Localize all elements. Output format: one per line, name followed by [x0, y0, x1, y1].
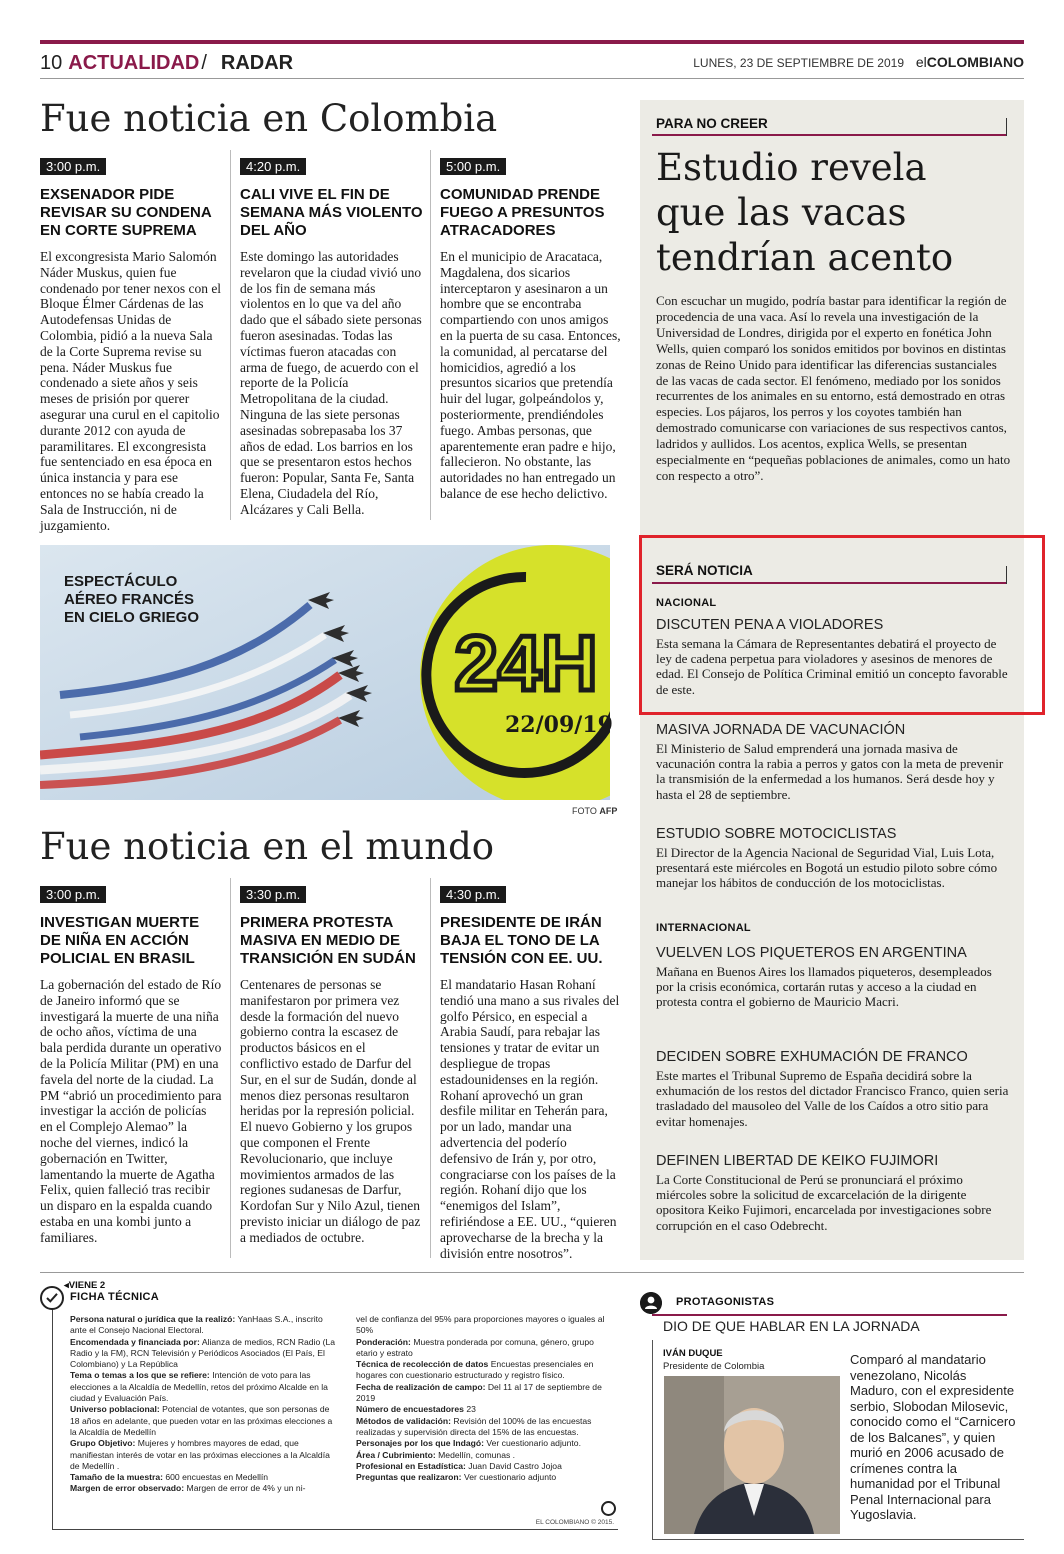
ficha-row — [356, 1359, 612, 1382]
sera-noticia-item — [656, 826, 1011, 891]
column-divider — [230, 150, 231, 520]
ficha-field-label: Tamaño de la muestra: — [70, 1472, 163, 1483]
ficha-row — [356, 1416, 612, 1439]
ficha-field-value: Potencial de votantes, que son personas de 18 años en adelante, que pueden votar en las próximas elecciones a la Alcaldía de Medellín — [70, 1404, 333, 1437]
ficha-field-label: Número de encuestadores — [356, 1404, 464, 1415]
issue-date: LUNES, 23 DE SEPTIEMBRE DE 2019 — [693, 56, 904, 70]
item-body: Mañana en Buenos Aires los llamados piqueteros, desempleados por la crisis económica, cortarán rutas y acceso a la ciudad en protesta contra el gobierno de Mauricio Macri. — [656, 964, 992, 1010]
article-body: Este domingo las autoridades revelaron que la ciudad vivió uno de los fin de semana más violentos en lo que va del año dado que el sábado siete personas fueron asesinadas. Todas las víctimas fueron atacadas con arma de fuego, de acuerdo con el reporte de la Policía Metropolitana de la ciudad. Ninguna de las siete personas asesinadas sobrepasaba los 37 años de edad. Los barrios en los que se presentaron estos hechos fueron: Popular, Santa Fe, Santa Elena, Ciudadela del Río, Alcázares y Cali Bella. — [240, 249, 422, 517]
credit-source: AFP — [599, 806, 618, 816]
ficha-column-1 — [70, 1314, 336, 1495]
para-no-creer-title: Estudio revela que las vacas tendrían acento — [656, 146, 954, 279]
item-headline: DISCUTEN PENA A VIOLADORES — [656, 617, 884, 633]
ficha-kicker[interactable]: ◂VIENE 2 — [64, 1280, 106, 1291]
colombia-heading: Fue noticia en Colombia — [40, 97, 498, 140]
mundo-article-2 — [240, 886, 423, 1246]
promo-banner[interactable] — [40, 545, 610, 800]
ficha-field-value: Del 11 al 17 de septiembre de 2019 — [356, 1381, 602, 1404]
section-slash: / — [201, 51, 207, 74]
ficha-field-value: vel de confianza del 95% para proporciones mayores o iguales al 50% — [356, 1314, 605, 1336]
protagonist-photo — [664, 1376, 840, 1534]
protagonistas-label: PROTAGONISTAS — [676, 1296, 775, 1308]
bottom-rule — [40, 1272, 1024, 1273]
article-headline: EXSENADOR PIDE REVISAR SU CONDENA EN CORTE SUPREMA — [40, 186, 212, 239]
time-tag: 3:00 p.m. — [40, 886, 106, 903]
column-divider — [430, 878, 431, 1258]
item-headline: VUELVEN LOS PIQUETEROS EN ARGENTINA — [656, 945, 967, 961]
ficha-row — [70, 1472, 336, 1483]
ficha-field-value: 23 — [466, 1404, 476, 1415]
ficha-field-label: Grupo Objetivo: — [70, 1438, 136, 1449]
protagonistas-headline: DIO DE QUE HABLAR EN LA JORNADA — [663, 1318, 920, 1334]
item-body: La Corte Constitucional de Perú se pronunciará el próximo miércoles sobre la solicitud de excarcelación de la dirigente opositora Keiko Fujimori, encarcelada por investigaciones sobre corrupción en el caso Odebrecht. — [656, 1172, 992, 1233]
column-divider — [430, 150, 431, 520]
ficha-row — [356, 1382, 612, 1405]
ficha-row — [70, 1337, 336, 1371]
24h-logo — [406, 555, 610, 795]
ficha-row — [70, 1314, 336, 1337]
ficha-field-label: Persona natural o jurídica que la realizó: — [70, 1314, 236, 1324]
person-icon — [640, 1292, 662, 1314]
ficha-field-value: Intención de voto para las elecciones a la Alcaldía de Medellín, retos del próximo Alcalde en la ciudad y Evaluación País. — [70, 1370, 328, 1404]
section-rule — [652, 134, 1007, 136]
item-headline: DEFINEN LIBERTAD DE KEIKO FUJIMORI — [656, 1153, 939, 1169]
page-number: 10 — [40, 51, 63, 74]
ficha-field-label: Técnica de recolección de datos — [356, 1359, 489, 1370]
mundo-article-1 — [40, 886, 222, 1246]
article-headline: COMUNIDAD PRENDE FUEGO A PRESUNTOS ATRACADORES — [440, 186, 605, 239]
brand-logo — [916, 54, 1024, 70]
section-rule — [652, 1314, 1007, 1316]
article-headline: PRIMERA PROTESTA MASIVA EN MEDIO DE TRANSICIÓN EN SUDÁN — [240, 914, 416, 967]
item-body: Este martes el Tribunal Supremo de España decidirá sobre la exhumación de los restos del dictador Francisco Franco, quien seria trasladado del mausoleo del Valle de los Caídos a otro sitio para evitar homenajes. — [656, 1068, 1009, 1129]
ficha-field-value: Revisión del 100% de las encuestas realizadas y supervisión directa del 15% de las encuestas. — [356, 1415, 592, 1437]
internacional-label: INTERNACIONAL — [656, 922, 751, 934]
article-headline: CALI VIVE EL FIN DE SEMANA MÁS VIOLENTO DEL AÑO — [240, 186, 423, 239]
ficha-field-value: Ver cuestionario adjunto. — [486, 1438, 581, 1449]
subsection-name: RADAR — [220, 51, 294, 74]
ficha-footer: EL COLOMBIANO © 2015. — [535, 1519, 614, 1526]
article-body: La gobernación del estado de Río de Janeiro informó que se investigará la muerte de una niña de ocho años, víctima de una bala perdida durante un operativo de la Policía Militar (PM) en una favela del norte de la ciudad. La PM “abrió un procedimiento para investigar la acción de policías en el Complejo Alemao” la noche del viernes, indicó la gobernación en Twitter, lamentando la muerte de Agatha Felix, quien falleció tras recibir un disparo en la espalda cuando estaba en una kombi junto a familiares. — [40, 977, 222, 1245]
nacional-label: NACIONAL — [656, 597, 717, 609]
ficha-field-label: Universo poblacional: — [70, 1404, 160, 1415]
ficha-title: FICHA TÉCNICA — [70, 1291, 160, 1303]
ficha-row — [70, 1483, 336, 1494]
ficha-field-value: YanHaas S.A., inscrito ante el Consejo Nacional Electoral. — [70, 1314, 323, 1336]
section-name: ACTUALIDAD — [68, 51, 200, 74]
colombia-article-2 — [240, 158, 423, 518]
mundo-article-3 — [440, 886, 622, 1261]
ficha-tecnica — [40, 1280, 620, 1532]
column-divider — [230, 878, 231, 1258]
brand-prefix: el — [915, 54, 927, 70]
ficha-field-label: Fecha de realización de campo: — [356, 1381, 486, 1392]
item-headline: DECIDEN SOBRE EXHUMACIÓN DE FRANCO — [656, 1049, 968, 1065]
item-headline: ESTUDIO SOBRE MOTOCICLISTAS — [656, 826, 897, 842]
checkmark-icon — [40, 1286, 64, 1310]
ficha-row — [356, 1337, 612, 1360]
ficha-row — [356, 1314, 612, 1337]
time-tag: 4:20 p.m. — [240, 158, 306, 175]
ficha-field-value: Medellín, comunas . — [438, 1449, 516, 1460]
protagonist-name: IVÁN DUQUE — [663, 1348, 723, 1359]
ficha-field-label: Profesional en Estadística: — [356, 1460, 466, 1471]
para-no-creer-body: Con escuchar un mugido, podría bastar para identificar la región de procedencia de una vaca. Así lo revela una investigación de la Universidad de Londres, dirigida por el experto en fonética John Wells, quien comparó los sonidos emitidos por bovinos en distintas zonas de Reino Unido para identificar las diferencias sustanciales de las vacas de cada sector. El fenómeno, mediado por los sonidos recurrentes de los animales en su entorno, está demostrado en otras especies. Los pájaros, los perros y los coyotes también han demostrado comunicarse con variaciones de sus respectivos cantos, ladridos y aullidos. Los acentos, explica Wells, se presentan especialmente en “pequeñas poblaciones de animales, como un hato con respecto a otro”. — [656, 293, 1011, 483]
ficha-field-value: Juan David Castro Jojoa — [468, 1460, 562, 1471]
item-headline: MASIVA JORNADA DE VACUNACIÓN — [656, 722, 906, 738]
portrait-illustration — [664, 1376, 840, 1534]
time-tag: 4:30 p.m. — [440, 886, 506, 903]
24h-logo-text: 24H — [454, 619, 598, 707]
ficha-row — [70, 1438, 336, 1472]
ficha-field-label: Área / Cubrimiento: — [356, 1449, 436, 1460]
colombia-article-1 — [40, 158, 222, 533]
sera-noticia-item — [656, 1049, 1011, 1129]
item-body: El Ministerio de Salud emprenderá una jornada masiva de vacunación contra la rabia a perros y gatos con la meta de prevenir la transmisión de la enfermedad a los humanos. Será desde hoy y hasta el 28 de septiembre. — [656, 741, 1004, 802]
protagonist-role: Presidente de Colombia — [663, 1361, 765, 1372]
ficha-field-value: Encuestas presenciales en hogares con cuestionario estructurado y registro físico. — [356, 1359, 594, 1381]
ficha-row — [70, 1370, 336, 1404]
item-body: Esta semana la Cámara de Representantes debatirá el proyecto de ley de cadena perpetua para violadores y asesinos de menores de edad. El Consejo de Política Criminal emitió un concepto favorable de este. — [656, 636, 1008, 697]
ficha-field-label: Encomendada y financiada por: — [70, 1336, 200, 1347]
sera-noticia-item — [656, 1153, 1011, 1233]
ficha-column-2 — [356, 1314, 612, 1483]
ficha-row — [356, 1438, 612, 1449]
ficha-row — [356, 1472, 612, 1483]
ficha-row — [356, 1450, 612, 1461]
item-body: El Director de la Agencia Nacional de Seguridad Vial, Luis Lota, presentará este miércoles en Bogotá un estudio piloto sobre cómo manejar los hábitos de conducción de los motociclistas. — [656, 845, 998, 891]
sera-noticia-item — [656, 945, 1011, 1010]
masthead-rule — [40, 40, 1024, 44]
ficha-field-value: 600 encuestas en Medellín — [165, 1472, 269, 1483]
copyright-icon — [601, 1501, 616, 1516]
article-body: Centenares de personas se manifestaron por primera vez desde la formación del nuevo gobierno contra la escasez de productos básicos en el conflictivo estado de Darfur del Sur, en el sur de Sudán, donde al menos diez personas resultaron heridas por la represión policial. El nuevo Gobierno y los grupos que componen el Frente Revolucionario, que incluye movimientos armados de las regiones sudanesas de Darfur, Kordofan Sur y Nilo Azul, tienen previsto iniciar un diálogo de paz a mediados de octubre. — [240, 977, 421, 1245]
rule-tick — [1006, 118, 1007, 136]
credit-label: FOTO — [572, 806, 597, 816]
ficha-row — [70, 1404, 336, 1438]
ficha-row — [356, 1461, 612, 1472]
article-headline: INVESTIGAN MUERTE DE NIÑA EN ACCIÓN POLICIAL EN BRASIL — [40, 914, 200, 967]
time-tag: 5:00 p.m. — [440, 158, 506, 175]
ficha-field-value: Ver cuestionario adjunto — [463, 1472, 557, 1483]
article-body: En el municipio de Aracataca, Magdalena, dos sicarios interceptaron y asesinaron a un hombre que se encontraba compartiendo con unos amigos en la puerta de su casa. Entonces, la comunidad, al percatarse del homicidios, agredió a los presuntos sicarios que pretendía huir del lugar, golpeándolos y, posteriormente, prendiéndoles fuego. Ambas personas, que aparentemente eran padre e hijo, fallecieron. No obstante, las autoridades no han entregado un balance de ese hecho delictivo. — [440, 249, 621, 501]
promo-date: 22/09/19 — [505, 712, 613, 738]
ficha-field-label: Personajes por los que Indagó: — [356, 1438, 484, 1449]
ficha-field-label: Ponderación: — [356, 1336, 411, 1347]
ficha-field-value: Muestra ponderada por comuna, género, grupo etario y estrato — [356, 1336, 594, 1358]
colombia-article-3 — [440, 158, 622, 502]
ficha-field-value: Mujeres y hombres mayores de edad, que manifiestan interés de votar en las próximas elecciones a la Alcaldía de Medellín . — [70, 1438, 330, 1471]
time-tag: 3:00 p.m. — [40, 158, 106, 175]
mundo-heading: Fue noticia en el mundo — [40, 825, 495, 868]
sera-noticia-label: SERÁ NOTICIA — [656, 563, 753, 578]
ficha-field-label: Métodos de validación: — [356, 1415, 452, 1426]
promo-caption: ESPECTÁCULO AÉREO FRANCÉS EN CIELO GRIEGO — [64, 573, 200, 626]
ficha-field-label: Tema o temas a los que se refiere: — [70, 1370, 210, 1381]
masthead-underline — [40, 78, 1024, 79]
article-body: El excongresista Mario Salomón Náder Muskus, quien fue condenado por tener nexos con el Bloque Élmer Cárdenas de las Autodefensas Unidas de Colombia, pidió a la nueva Sala de la Corte Suprema revise su pena. Náder Muskus fue condenado a siete años y seis meses de prisión por querer asegurar una curul en el capitolio durante 2012 con ayuda de paramilitares. El excongresista fue sentenciado en esa época en única instancia y para ese entonces no se había creado la Sala de Instrucción, ni de juzgamiento. — [40, 249, 222, 533]
sera-noticia-item — [656, 722, 1011, 802]
ficha-kicker-text: VIENE 2 — [68, 1280, 106, 1291]
protagonist-text: Comparó al mandatario venezolano, Nicolás Maduro, con el expresidente serbio, Slobodan Milosevic, conocido como el “Carnicero de los Balcanes”, y quien murió en 2006 acusado de crímenes contra la humanidad por el Tribunal Penal Internacional para Yugoslavia. — [850, 1352, 1016, 1522]
masthead — [40, 50, 1024, 76]
ficha-field-value: Alianza de medios, RCN Radio (La Radio y la FM), RCN Televisión y Periódicos Asociados (El País, El Colombiano) y La República — [70, 1336, 336, 1370]
time-tag: 3:30 p.m. — [240, 886, 306, 903]
ficha-row — [356, 1404, 612, 1415]
article-headline: PRESIDENTE DE IRÁN BAJA EL TONO DE LA TENSIÓN CON EE. UU. — [440, 914, 603, 967]
article-body: El mandatario Hasan Rohaní tendió una mano a sus rivales del golfo Pérsico, en especial a Arabia Saudí, para rebajar las tensiones y tratar de evitar un despliegue de tropas estadounidenses en la región. Rohaní aprovechó un gran desfile militar en Teherán para, por un lado, mandar una advertencia del poderío defensivo de Irán y, por otro, congraciarse con los países de la región. Rohaní dijo que los “enemigos del Islam”, refiriéndose a EE. UU., “quieren aprovecharse de la brecha y la división entre nosotros”. — [440, 977, 620, 1261]
ficha-field-label: Preguntas que realizaron: — [356, 1472, 462, 1483]
ficha-field-value: Margen de error de 4% y un ni- — [186, 1483, 306, 1494]
ficha-field-label: Margen de error observado: — [70, 1483, 185, 1494]
photo-credit — [572, 806, 617, 816]
brand-name: COLOMBIANO — [926, 54, 1024, 70]
highlight-box — [639, 535, 1045, 715]
para-no-creer-label: PARA NO CREER — [656, 116, 768, 131]
